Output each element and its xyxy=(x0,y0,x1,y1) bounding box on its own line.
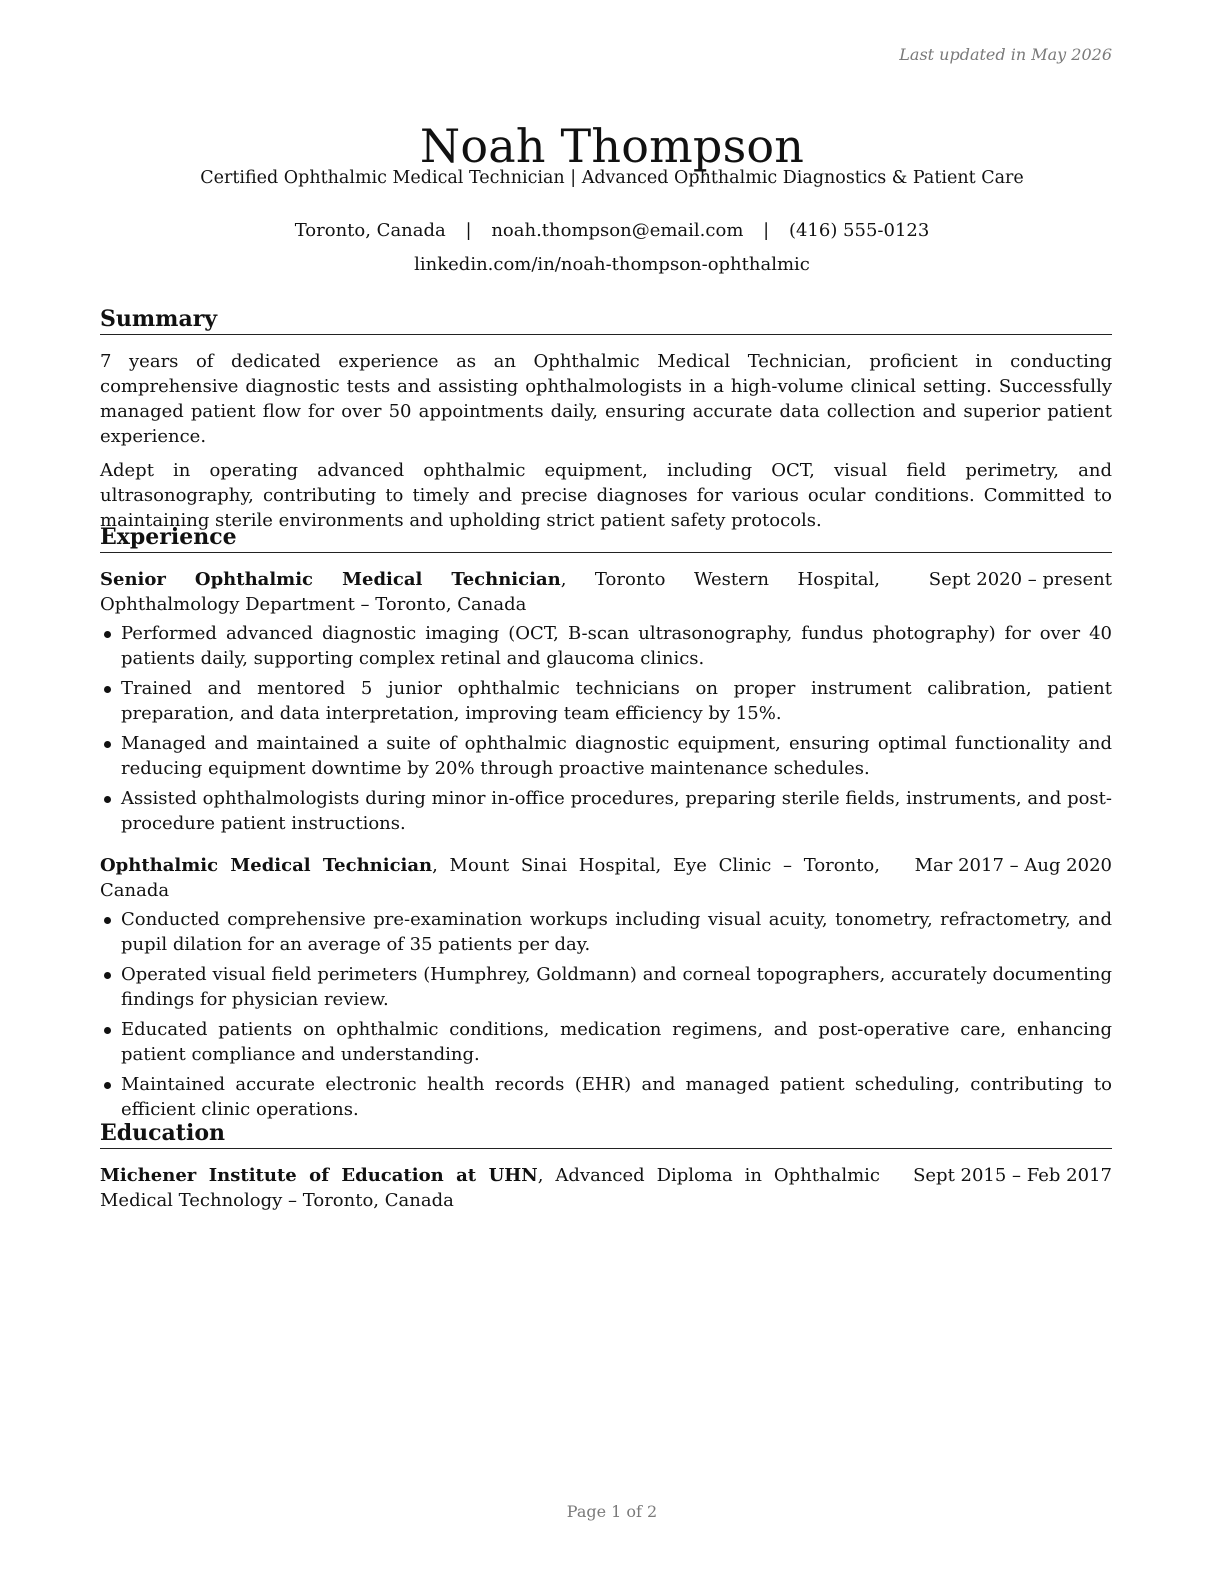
list-item: Educated patients on ophthalmic conditions, medication regimens, and post-operative care, enhancing patient compliance and understanding. xyxy=(100,1017,1112,1067)
job-role: Senior Ophthalmic Medical Technician xyxy=(100,569,561,590)
page-number: Page 1 of 2 xyxy=(566,1502,658,1521)
education-section xyxy=(100,1119,1112,1213)
summary-section xyxy=(100,305,1112,533)
contact-email[interactable]: noah.thompson@email.com xyxy=(491,220,744,241)
education-school: Michener Institute of Education at UHN xyxy=(100,1165,538,1186)
list-item: Conducted comprehensive pre-examination workups including visual acuity, tonometry, refractometry, and pupil dilation for an average of 35 patients per day. xyxy=(100,907,1112,957)
education-entry xyxy=(100,1163,1112,1213)
job-details: , Mount Sinai Hospital, Eye Clinic – Toronto, Canada xyxy=(100,855,880,901)
job-bullets xyxy=(100,621,1112,836)
list-item: Operated visual field perimeters (Humphrey, Goldmann) and corneal topographers, accurately documenting findings for physician review. xyxy=(100,962,1112,1012)
job-role: Ophthalmic Medical Technician xyxy=(100,855,433,876)
experience-section xyxy=(100,523,1112,1127)
job-header xyxy=(100,567,1112,617)
section-title-experience: Experience xyxy=(100,523,1112,553)
education-details: , Advanced Diploma in Ophthalmic Medical Technology – Toronto, Canada xyxy=(100,1165,880,1211)
list-item: Maintained accurate electronic health records (EHR) and managed patient scheduling, contributing to efficient clinic operations. xyxy=(100,1072,1112,1122)
section-title-education: Education xyxy=(100,1119,1112,1149)
contact-separator: | xyxy=(465,220,472,241)
job-entry xyxy=(100,853,1112,1122)
education-dates: Sept 2015 – Feb 2017 xyxy=(913,1165,1112,1186)
list-item: Trained and mentored 5 junior ophthalmic technicians on proper instrument calibration, patient preparation, and data interpretation, improving team efficiency by 15%. xyxy=(100,676,1112,726)
list-item: Managed and maintained a suite of ophthalmic diagnostic equipment, ensuring optimal functionality and reducing equipment downtime by 20% through proactive maintenance schedules. xyxy=(100,731,1112,781)
candidate-name: Noah Thompson xyxy=(419,118,805,173)
contact-phone[interactable]: (416) 555-0123 xyxy=(788,220,930,241)
job-dates: Sept 2020 – present xyxy=(928,569,1112,590)
contact-location: Toronto, Canada xyxy=(294,220,446,241)
contact-line xyxy=(0,220,1224,241)
job-dates: Mar 2017 – Aug 2020 xyxy=(914,855,1112,876)
section-title-summary: Summary xyxy=(100,305,1112,335)
list-item: Performed advanced diagnostic imaging (OCT, B-scan ultrasonography, fundus photography) for over 40 patients daily, supporting complex retinal and glaucoma clinics. xyxy=(100,621,1112,671)
summary-paragraph: Adept in operating advanced ophthalmic equipment, including OCT, visual field perimetry, and ultrasonography, contributing to timely and precise diagnoses for various ocular conditions. Committed to maintaining sterile environments and upholding strict patient safety protocols. xyxy=(100,460,1112,531)
contact-linkedin[interactable]: linkedin.com/in/noah-thompson-ophthalmic xyxy=(414,254,810,275)
contact-linkedin-line xyxy=(0,254,1224,275)
summary-paragraph: 7 years of dedicated experience as an Ophthalmic Medical Technician, proficient in conducting comprehensive diagnostic tests and assisting ophthalmologists in a high-volume clinical setting. Successfully managed patient flow for over 50 appointments daily, ensuring accurate data collection and superior patient experience. xyxy=(100,351,1112,447)
job-details: , Toronto Western Hospital, Ophthalmology Department – Toronto, Canada xyxy=(100,569,881,615)
job-bullets xyxy=(100,907,1112,1122)
last-updated-note: Last updated in May 2026 xyxy=(899,45,1112,64)
job-header xyxy=(100,853,1112,903)
job-entry xyxy=(100,567,1112,836)
headline: Certified Ophthalmic Medical Technician | Advanced Ophthalmic Diagnostics & Patient Care xyxy=(200,168,1024,188)
list-item: Assisted ophthalmologists during minor in-office procedures, preparing sterile fields, instruments, and post-procedure patient instructions. xyxy=(100,786,1112,836)
contact-separator: | xyxy=(763,220,770,241)
